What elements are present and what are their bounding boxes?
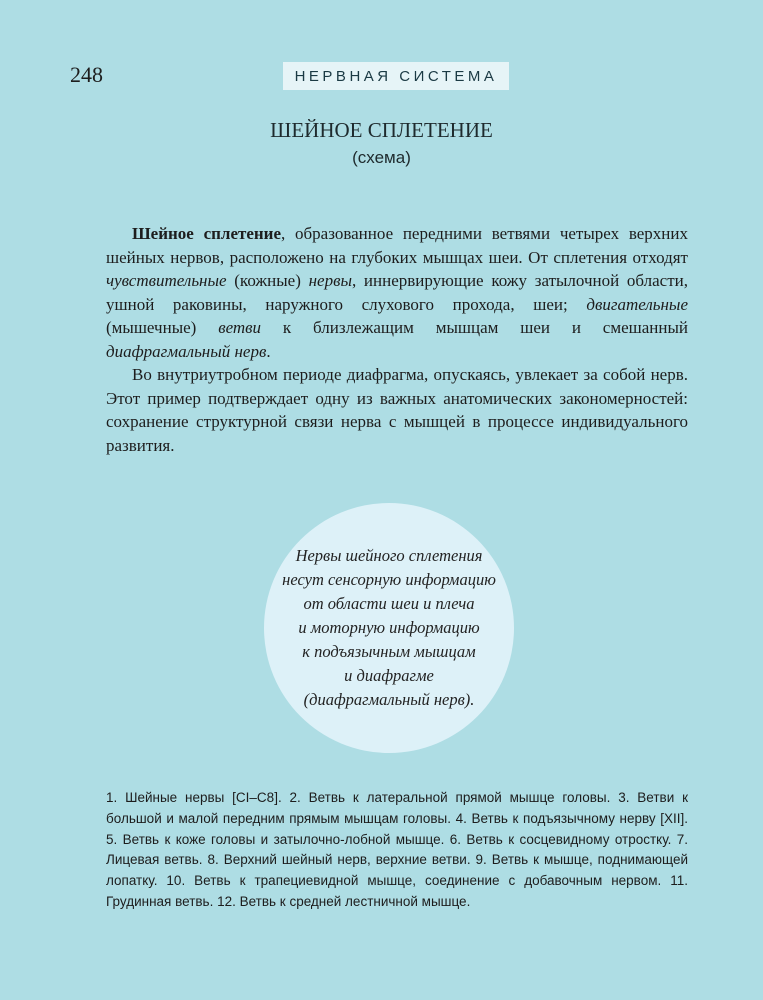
italic-term: чувствительные	[106, 271, 227, 290]
text-span: .	[266, 341, 271, 361]
text-span: к близлежащим мышцам шеи и смешанный	[261, 318, 688, 337]
callout-line: и моторную информацию	[298, 618, 480, 637]
text-span: (кожные)	[226, 271, 309, 290]
page-subtitle: (схема)	[352, 148, 411, 167]
section-header: НЕРВНАЯ СИСТЕМА	[283, 62, 509, 90]
callout-text	[282, 544, 496, 712]
text-span: , образованное передними ветвями четырех верхних шейных нервов, расположено на глубоких мышцах шеи. От сплетения отходят	[106, 224, 688, 267]
text-span: (мышечные)	[106, 318, 219, 337]
callout-circle	[264, 503, 514, 753]
figure-legend: 1. Шейные нервы [CI–C8]. 2. Ветвь к латеральной прямой мышце головы. 3. Ветви к большой и малой передним прямым мышцам головы. 4. Ветвь к подъязычному нерву [XII]. 5. Ветвь к коже головы и затылочно-лобной мышце. 6. Ветвь к сосцевидному отростку. 7. Лицевая ветвь. 8. Верхний шейный нерв, верхние ветви. 9. Ветвь к мышце, поднимающей лопатку. 10. Ветвь к трапециевидной мышце, соединение с добавочным нервом. 11. Грудинная ветвь. 12. Ветвь к средней лестничной мышце.	[106, 790, 688, 909]
callout-line: к подъязычным мышцам	[302, 642, 476, 661]
callout-line: Нервы шейного сплетения	[295, 546, 483, 565]
italic-term: нервы	[308, 271, 352, 290]
paragraph-1	[106, 222, 688, 363]
italic-term: диафрагмальный нерв	[106, 341, 267, 361]
italic-term: двигательные	[586, 294, 688, 314]
callout-line: несут сенсорную информацию	[282, 570, 496, 589]
term-cervical-plexus: Шейное сплетение	[132, 224, 282, 243]
text-span: , иннервирующие кожу затылочной области, ушной раковины, наружного слухового прохода, шеи;	[106, 271, 688, 314]
callout-line: от области шеи и плеча	[303, 594, 475, 613]
paragraph-2: Во внутриутробном периоде диафрагма, опускаясь, увлекает за собой нерв. Этот пример подтверждает одну из важных анатомических закономерностей: сохранение структурной связи нерва с мышцей в процессе индивидуального развития.	[106, 365, 688, 455]
callout-line: и диафрагме	[344, 666, 434, 685]
body-text	[106, 222, 688, 457]
callout-line: (диафрагмальный нерв).	[303, 690, 475, 709]
italic-term: ветви	[218, 318, 262, 337]
page-number: 248	[70, 62, 103, 87]
page-title: ШЕЙНОЕ СПЛЕТЕНИЕ	[270, 118, 493, 142]
